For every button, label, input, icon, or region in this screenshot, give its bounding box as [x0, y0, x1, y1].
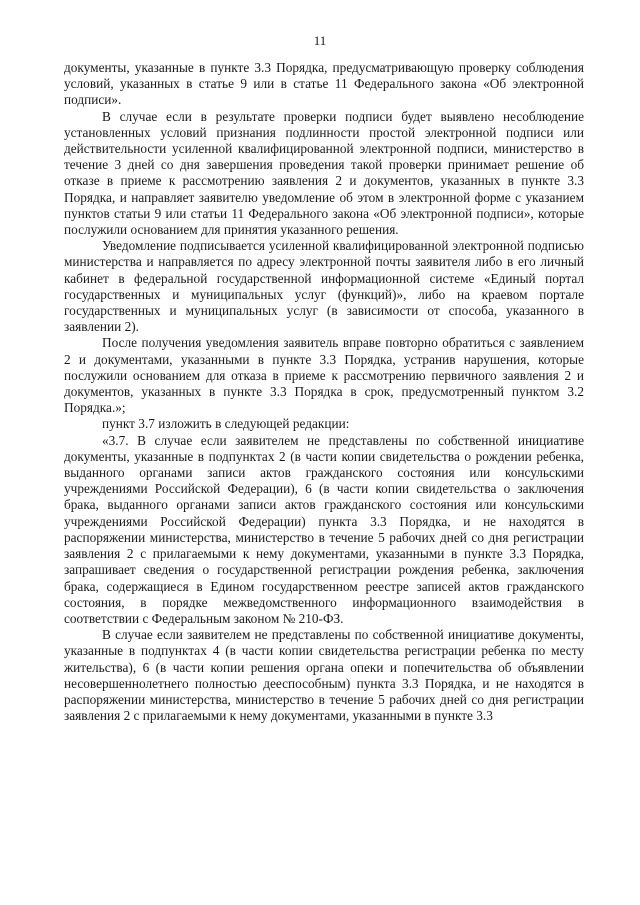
paragraph-6: «3.7. В случае если заявителем не представлены по собственной инициативе документы, указанные в подпунктах 2 (в части копии свидетельства о рождении ребенка, выданного органами записи актов гражданского состояния или консульскими учреждениями Российской Федерации), 6 (в части копии свидетельства о заключения брака, выданного органами записи актов гражданского состояния или консульскими учреждениями Российской Федерации) пункта 3.3 Порядка, и не находятся в распоряжении министерства, министерство в течение 5 рабочих дней со дня регистрации заявления 2 с прилагаемыми к нему документами, указанными в пункте 3.3 Порядка, запрашивает сведения о государственной регистрации рождения ребенка, заключения брака, содержащиеся в Едином государственном реестре записей актов гражданского состояния, в порядке межведомственного информационного взаимодействия в соответствии с Федеральным законом № 210-ФЗ. — [64, 432, 584, 626]
paragraph-7: В случае если заявителем не представлены по собственной инициативе документы, указанные в подпунктах 4 (в части копии свидетельства регистрации ребенка по месту жительства), 6 (в части копии решения органа опеки и попечительства об объявлении несовершеннолетнего полностью дееспособным) пункта 3.3 Порядка, и не находятся в распоряжении министерства, министерство в течение 5 рабочих дней со дня регистрации заявления 2 с прилагаемыми к нему документами, указанными в пункте 3.3 — [64, 627, 584, 724]
page-number: 11 — [313, 33, 327, 48]
paragraph-5: пункт 3.7 изложить в следующей редакции: — [102, 416, 350, 432]
paragraph-3: Уведомление подписывается усиленной квалифицированной электронной подписью министерства и направляется по адресу электронной почты заявителя либо в его личный кабинет в федеральной государственной информационной системе «Единый портал государственных и муниципальных услуг (функций)», либо на краевом портале государственных и муниципальных услуг (в зависимости от способа, указанного в заявлении 2). — [64, 238, 584, 335]
document-body — [64, 60, 584, 724]
paragraph-4: После получения уведомления заявитель вправе повторно обратиться с заявлением 2 и документами, указанными в пункте 3.3 Порядка, устранив нарушения, которые послужили основанием для отказа в приеме к рассмотрению первичного заявления 2 и документов, указанных в пункте 3.3 Порядка в срок, предусмотренный пунктом 3.2 Порядка.»; — [64, 335, 584, 416]
paragraph-1: документы, указанные в пункте 3.3 Порядка, предусматривающую проверку соблюдения условий, указанных в статье 9 или в статье 11 Федерального закона «Об электронной подписи». — [64, 60, 584, 108]
paragraph-2: В случае если в результате проверки подписи будет выявлено несоблюдение установленных условий признания подлинности простой электронной подписи или действительности усиленной квалифицированной электронной подписи, министерство в течение 3 дней со дня завершения проведения такой проверки принимает решение об отказе в приеме к рассмотрению заявления 2 и документов, указанных в пункте 3.3 Порядка, и направляет заявителю уведомление об этом в электронной форме с указанием пунктов статьи 9 или статьи 11 Федерального закона «Об электронной подписи», которые послужили основанием для принятия указанного решения. — [64, 108, 584, 238]
